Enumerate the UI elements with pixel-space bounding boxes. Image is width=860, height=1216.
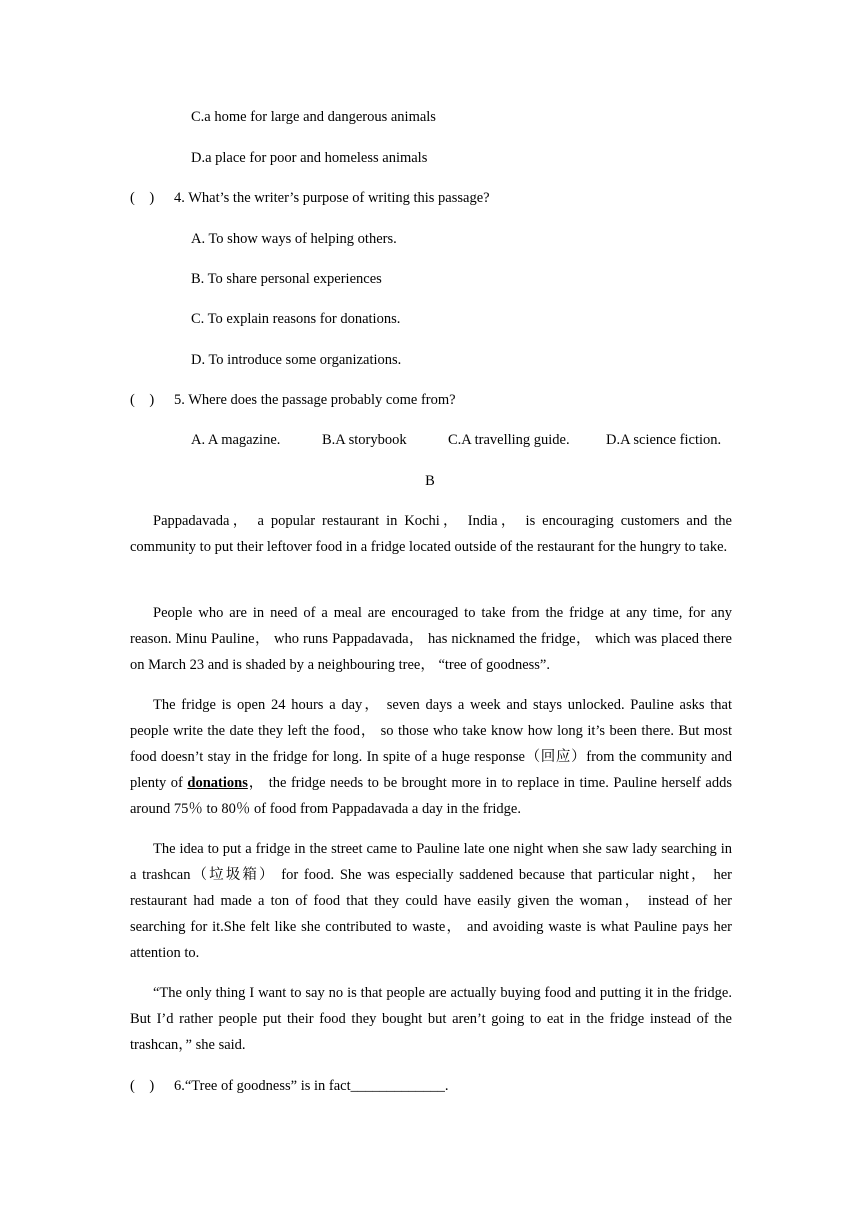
q5-option-d: D.A science fiction. xyxy=(606,432,722,448)
question-text: 4. What’s the writer’s purpose of writing this passage? xyxy=(174,190,490,206)
passage-paragraph-5: “The only thing I want to say no is that people are actually buying food and putting it in the fridge. But I’d rather people put their food they bought but aren’t going to eat in the fridge instead of the trashcan，” she said. xyxy=(130,985,732,1053)
question-text: 5. Where does the passage probably come from? xyxy=(174,392,456,408)
q3-option-d: D.a place for poor and homeless animals xyxy=(191,150,428,166)
answer-blank[interactable]: ( ) xyxy=(130,1078,155,1094)
q5-option-b: B.A storybook xyxy=(322,432,407,448)
q5-option-c: C.A travelling guide. xyxy=(448,432,570,448)
question-5 xyxy=(130,390,456,410)
question-4 xyxy=(130,188,490,208)
passage-paragraph-2: People who are in need of a meal are encouraged to take from the fridge at any time, for any reason. Minu Pauline， who runs Pappadavada， has nicknamed the fridge， which was placed there on March 23 and is shaded by a neighbouring tree， “tree of goodness”. xyxy=(130,605,732,673)
q4-option-b: B. To share personal experiences xyxy=(191,271,382,287)
answer-blank[interactable]: ( ) xyxy=(130,190,155,206)
q3-option-c: C.a home for large and dangerous animals xyxy=(191,109,436,125)
answer-blank[interactable]: ( ) xyxy=(130,392,155,408)
q5-option-a: A. A magazine. xyxy=(191,432,281,448)
question-text: 6.“Tree of goodness” is in fact_____________. xyxy=(174,1078,449,1094)
q4-option-c: C. To explain reasons for donations. xyxy=(191,311,401,327)
passage-paragraph-3: The fridge is open 24 hours a day， seven days a week and stays unlocked. Pauline asks that people write the date they left the food， so those who take know how long it’s been there. But most food doesn’t stay in the fridge for long. In spite of a huge response（回应）from the community and plenty of donations， the fridge needs to be brought more in to replace in time. Pauline herself adds around 75％ to 80％ of food from Pappadavada a day in the fridge. xyxy=(130,697,732,817)
q4-option-d: D. To introduce some organizations. xyxy=(191,352,402,368)
section-title: B xyxy=(425,473,435,489)
underlined-word: donations xyxy=(187,775,248,791)
question-6 xyxy=(130,1076,449,1096)
q5-options xyxy=(191,430,721,450)
passage-paragraph-1: Pappadavada， a popular restaurant in Kochi， India， is encouraging customers and the community to put their leftover food in a fridge located outside of the restaurant for the hungry to take. xyxy=(130,513,732,555)
passage-paragraph-4: The idea to put a fridge in the street came to Pauline late one night when she saw lady searching in a trashcan（垃圾箱） for food. She was especially saddened because that particular night， her restaurant had made a ton of food that they could have easily given the woman， instead of her searching for it.She felt like she contributed to waste， and avoiding waste is what Pauline pays her attention to. xyxy=(130,841,732,961)
q4-option-a: A. To show ways of helping others. xyxy=(191,231,397,247)
